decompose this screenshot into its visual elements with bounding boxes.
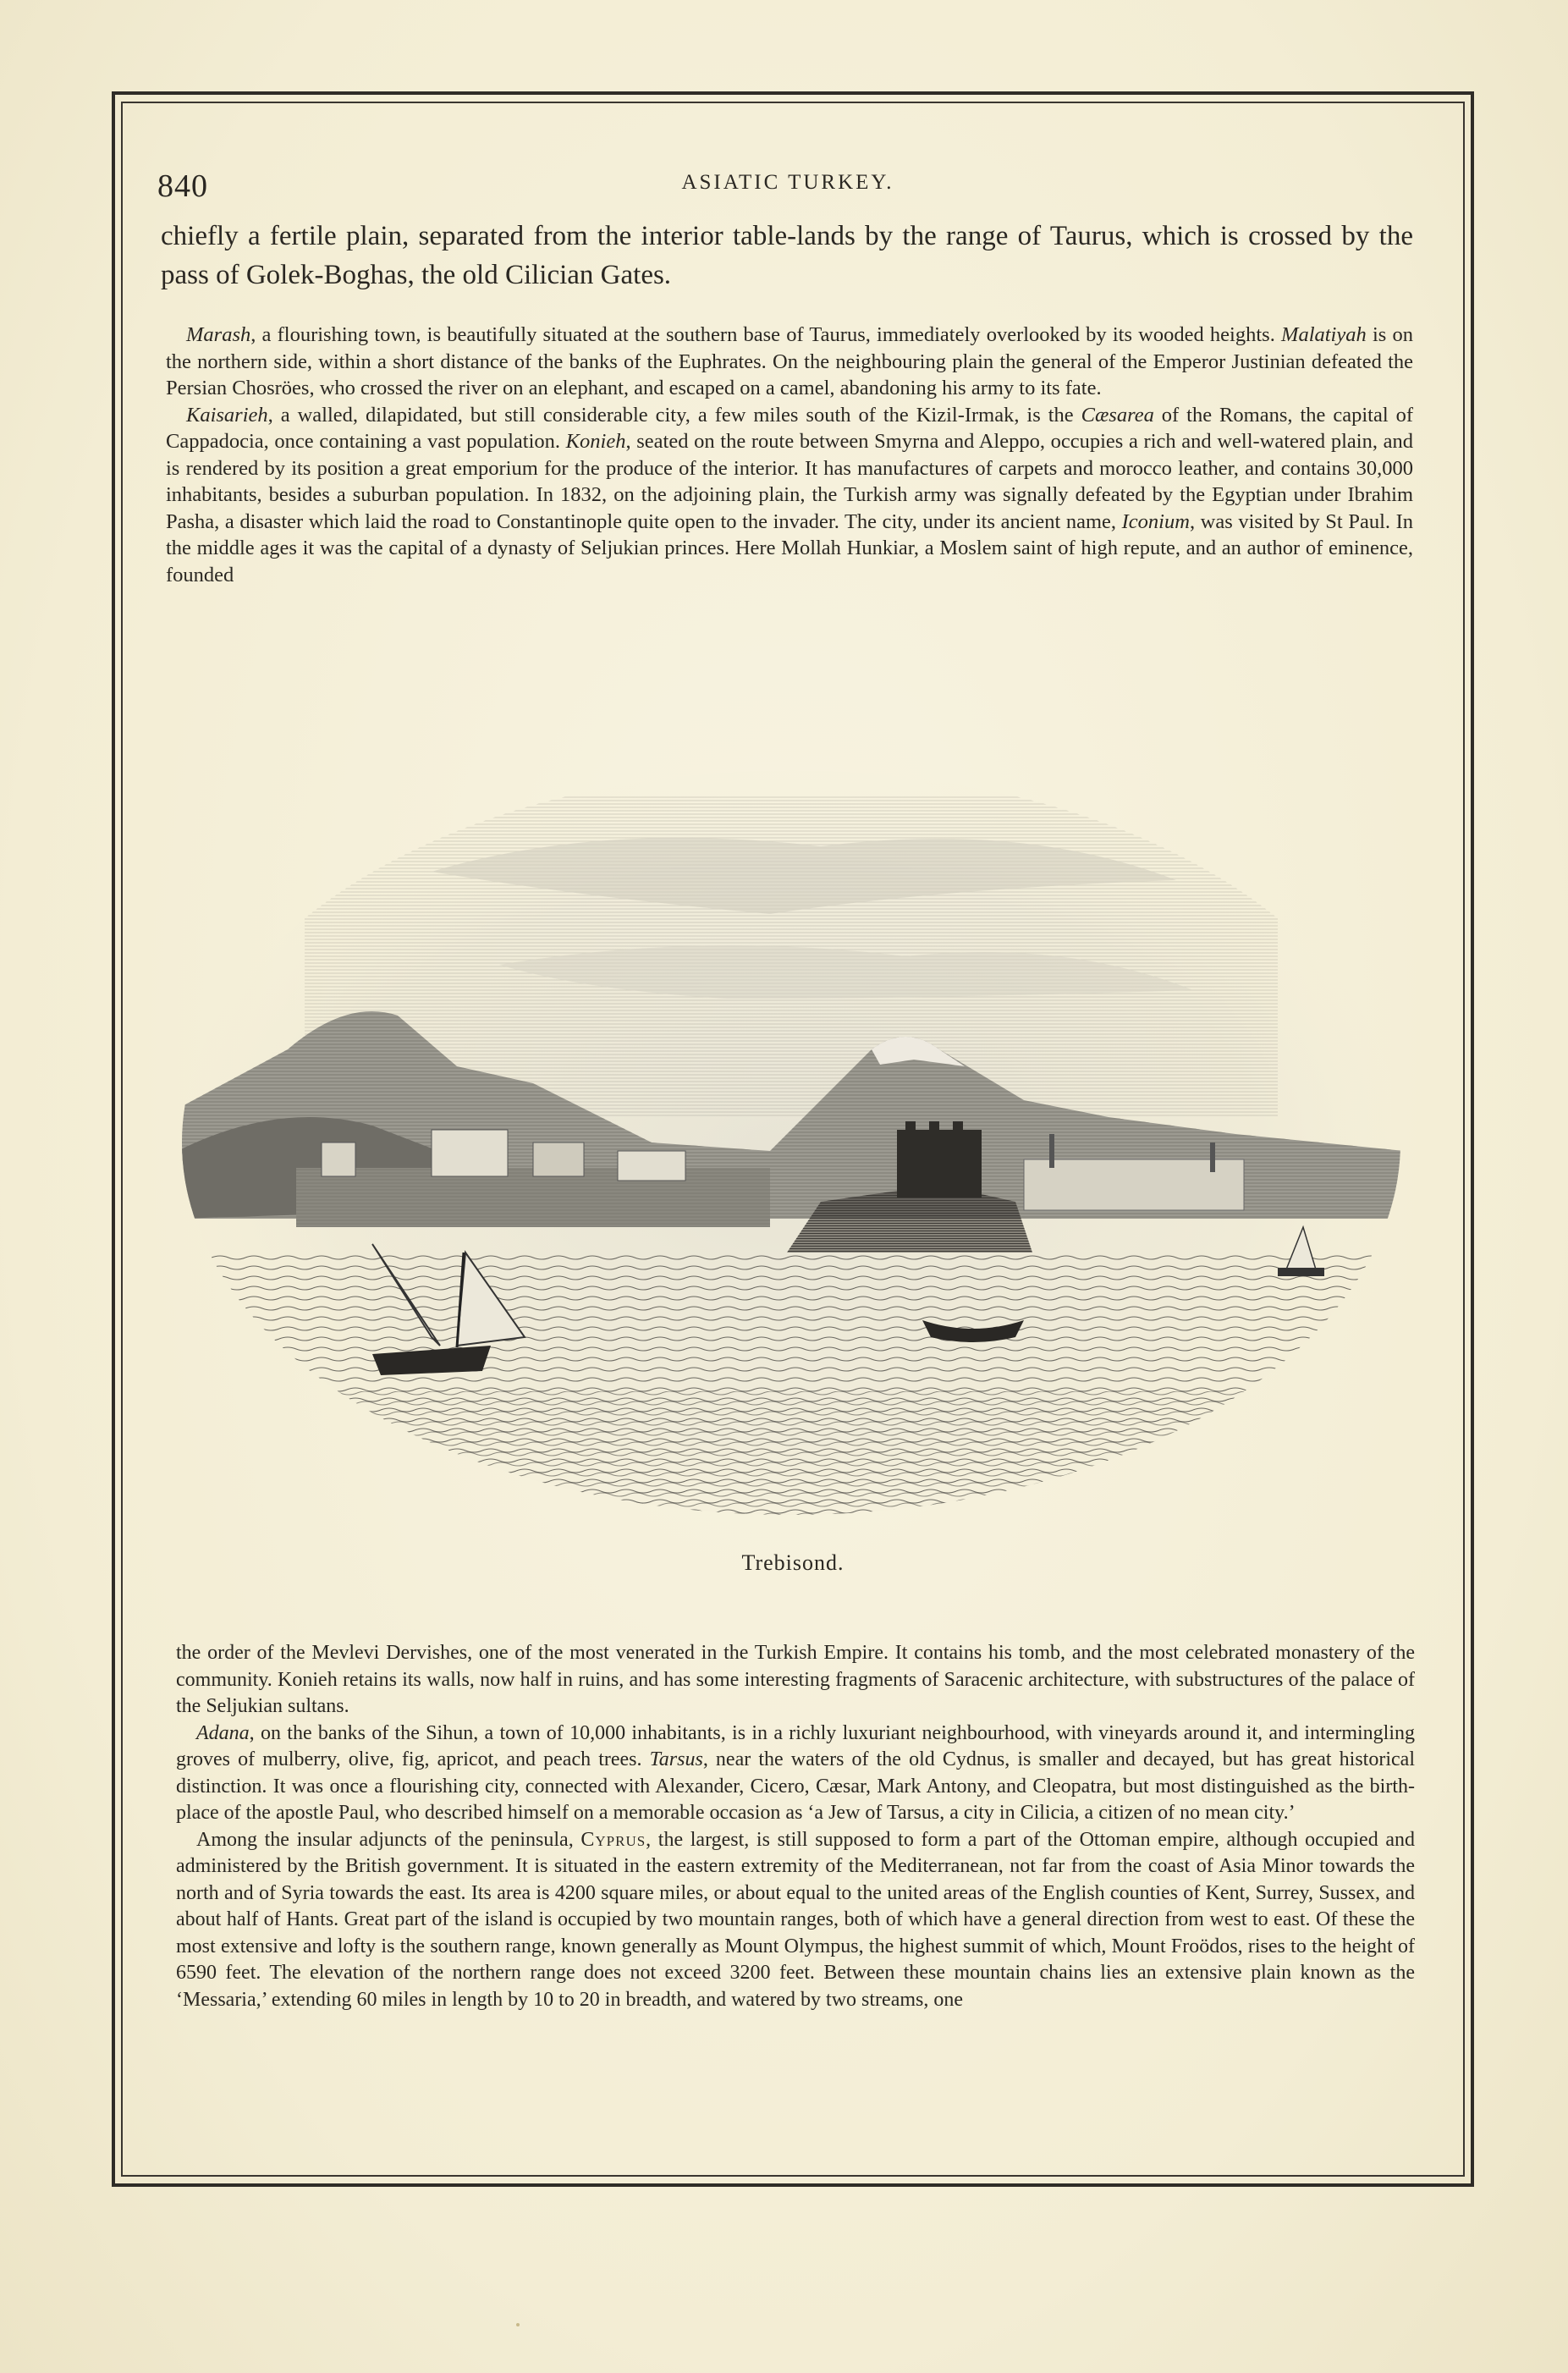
text-block-lower [176, 1640, 1415, 2013]
place-name: Konieh [565, 430, 626, 453]
paragraph-text: , on the banks of the Sihun, a town of 10,000 inhabitants, is in a richly luxuriant neighbourhood, with vineyards around it, and intermingling groves of mulberry, olive, fig, apricot, and peach trees. [176, 1721, 1415, 1770]
place-name: Iconium [1121, 509, 1190, 533]
paragraph-marash [166, 322, 1413, 402]
place-name: Tarsus [649, 1748, 703, 1770]
harbour-engraving [178, 745, 1405, 1532]
place-name: Cyprus [580, 1828, 646, 1851]
paragraph-text: , near the waters of the old Cydnus, is smaller and decayed, but has great historical distinction. It was once a flourishing city, connected with Alexander, Cicero, Cæsar, Mark Antony, and Cleopatra, but most distinguished as the birth-place of the apostle Paul, who described himself on a memorable occasion as ‘a Jew of Tarsus, a city in Cilicia, a citizen of no mean city.’ [176, 1748, 1415, 1824]
paragraph-mevlevi: the order of the Mevlevi Dervishes, one of the most venerated in the Turkish Empire. It contains his tomb, and the most celebrated monastery of the community. Konieh retains its walls, now half in ruins, and has some interesting fragments of Saracenic architecture, with substructures of the palace of the Seljukian sultans. [176, 1642, 1415, 1717]
place-name: Malatiyah [1281, 323, 1367, 346]
paragraph-adana [176, 1721, 1415, 1827]
paragraph-cyprus [176, 1827, 1415, 2014]
page-header [157, 168, 1418, 210]
paragraph-text: , a walled, dilapidated, but still considerable city, a few miles south of the Kizil-Irmak, is the [267, 403, 1081, 427]
text-block-upper [166, 322, 1413, 588]
paper-speck [516, 2323, 520, 2326]
paragraph-text: , was visited by St Paul. In the middle ages it was the capital of a dynasty of Seljukian princes. Here Mollah Hunkiar, a Moslem saint of high repute, and an author of eminence, founded [166, 509, 1413, 586]
engraving-trebisond [178, 745, 1405, 1532]
place-name: Adana [196, 1721, 250, 1744]
sea [178, 1253, 1405, 1532]
paragraph-kaisarieh [166, 402, 1413, 589]
paragraph-text: of the Romans, the capital of Cappadocia, once containing a vast population. [166, 403, 1413, 453]
paragraph-text: , a flourishing town, is beautifully situated at the southern base of Taurus, immediately overlooked by its wooded heights. [250, 323, 1282, 346]
lead-paragraph: chiefly a fertile plain, separated from the interior table-lands by the range of Taurus, which is crossed by the pass of Golek-Boghas, the old Cilician Gates. [161, 221, 1413, 290]
place-name: Kaisarieh [186, 403, 268, 427]
place-name: Cæsarea [1081, 403, 1154, 427]
paragraph-text: Among the insular adjuncts of the peninsula, [196, 1828, 581, 1851]
running-head: ASIATIC TURKEY. [681, 171, 894, 194]
paragraph-text: is on the northern side, within a short distance of the banks of the Euphrates. On the neighbouring plain the general of the Emperor Justinian defeated the Persian Chosröes, who crossed the river on an elephant, and escaped on a camel, abandoning his army to its fate. [166, 323, 1413, 399]
page-number: 840 [157, 168, 208, 204]
place-name: Marash [186, 323, 251, 346]
illustration-caption: Trebisond. [741, 1550, 845, 1575]
paragraph-text: , seated on the route between Smyrna and Aleppo, occupies a rich and well-watered plain, and is rendered by its position a great emporium for the produce of the interior. It has manufactures of carpets and morocco leather, and contains 30,000 inhabitants, besides a suburban population. In 1832, on the adjoining plain, the Turkish army was signally defeated by the Egyptian under Ibrahim Pasha, a disaster which laid the road to Constantinople quite open to the invader. The city, under its ancient name, [166, 430, 1413, 533]
paragraph-text: , the largest, is still supposed to form a part of the Ottoman empire, although occupied and administered by the British government. It is situated in the eastern extremity of the Mediterranean, not far from the coast of Asia Minor towards the north and of Syria towards the east. Its area is 4200 square miles, or about equal to the united areas of the English counties of Kent, Surrey, Sussex, and about half of Hants. Great part of the island is occupied by two mountain ranges, both of which have a general direction from west to east. Of these the most extensive and lofty is the southern range, known generally as Mount Olympus, the highest summit of which, Mount Froödos, rises to the height of 6590 feet. The elevation of the northern range does not exceed 3200 feet. Between these mountain chains lies an extensive plain known as the ‘Messaria,’ extending 60 miles in length by 10 to 20 in breadth, and watered by two streams, one [176, 1828, 1415, 2011]
